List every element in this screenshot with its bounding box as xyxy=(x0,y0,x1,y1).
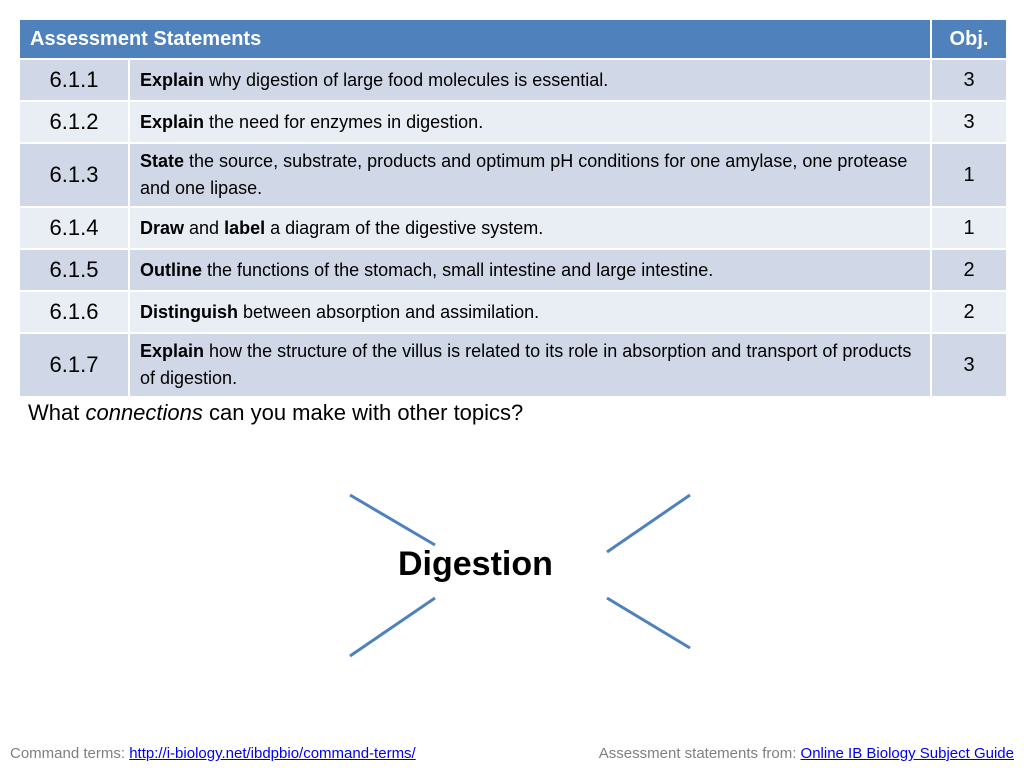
statement-number: 6.1.4 xyxy=(19,207,129,249)
center-topic-digestion: Digestion xyxy=(398,545,553,583)
statement-text xyxy=(129,291,931,333)
statement-fragment: the need for enzymes in digestion. xyxy=(204,111,484,132)
table-row xyxy=(19,249,1007,291)
statement-text xyxy=(129,207,931,249)
table-header-row xyxy=(19,19,1007,59)
table-row xyxy=(19,291,1007,333)
statement-number: 6.1.1 xyxy=(19,59,129,101)
line-top-right xyxy=(607,495,690,552)
objective-level: 2 xyxy=(931,249,1007,291)
connections-question xyxy=(28,400,523,426)
objective-level: 1 xyxy=(931,143,1007,207)
header-assessment-statements: Assessment Statements xyxy=(19,19,931,59)
statement-fragment: the source, substrate, products and optimum pH conditions for one amylase, one protease and one lipase. xyxy=(140,151,908,198)
command-term: State xyxy=(140,151,185,171)
table-row xyxy=(19,101,1007,143)
command-terms-label: Command terms: xyxy=(10,745,130,762)
command-term: Explain xyxy=(140,69,205,90)
objective-level: 2 xyxy=(931,291,1007,333)
table-row xyxy=(19,207,1007,249)
command-terms-link[interactable]: http://i-biology.net/ibdpbio/command-terms/ xyxy=(129,745,416,762)
statement-fragment: the functions of the stomach, small intestine and large intestine. xyxy=(202,259,714,280)
objective-level: 3 xyxy=(931,333,1007,397)
command-term: label xyxy=(224,217,266,238)
statement-text xyxy=(129,333,931,397)
statement-number: 6.1.5 xyxy=(19,249,129,291)
line-bottom-left xyxy=(350,598,435,656)
command-term: Explain xyxy=(140,111,205,132)
header-obj: Obj. xyxy=(931,19,1007,59)
line-top-left xyxy=(350,495,435,545)
footer-assessment-source xyxy=(599,745,1014,762)
statement-fragment: a diagram of the digestive system. xyxy=(265,217,544,238)
statement-text xyxy=(129,101,931,143)
statement-number: 6.1.7 xyxy=(19,333,129,397)
statement-fragment: why digestion of large food molecules is essential. xyxy=(204,69,609,90)
table-row xyxy=(19,143,1007,207)
statement-number: 6.1.2 xyxy=(19,101,129,143)
command-term: Outline xyxy=(140,259,202,280)
subject-guide-link[interactable]: Online IB Biology Subject Guide xyxy=(800,745,1014,762)
statement-fragment: how the structure of the villus is related to its role in absorption and transport of products of digestion. xyxy=(140,341,912,388)
command-term: Explain xyxy=(140,341,205,361)
objective-level: 1 xyxy=(931,207,1007,249)
statement-number: 6.1.6 xyxy=(19,291,129,333)
question-text-start: What xyxy=(28,400,86,425)
statement-text xyxy=(129,143,931,207)
command-term: Distinguish xyxy=(140,301,238,322)
table-row xyxy=(19,59,1007,101)
table-row xyxy=(19,333,1007,397)
table-body xyxy=(19,59,1007,397)
line-bottom-right xyxy=(607,598,690,648)
statement-number: 6.1.3 xyxy=(19,143,129,207)
statement-fragment: between absorption and assimilation. xyxy=(238,301,540,322)
statement-fragment: and xyxy=(184,217,225,238)
statement-text xyxy=(129,249,931,291)
question-text-end: can you make with other topics? xyxy=(202,400,524,425)
footer-command-terms xyxy=(10,745,416,762)
command-term: Draw xyxy=(140,217,185,238)
assessment-statements-table xyxy=(18,18,1008,398)
question-emphasis: connections xyxy=(85,400,203,425)
objective-level: 3 xyxy=(931,59,1007,101)
assessment-source-label: Assessment statements from: xyxy=(598,745,801,762)
objective-level: 3 xyxy=(931,101,1007,143)
statement-text xyxy=(129,59,931,101)
